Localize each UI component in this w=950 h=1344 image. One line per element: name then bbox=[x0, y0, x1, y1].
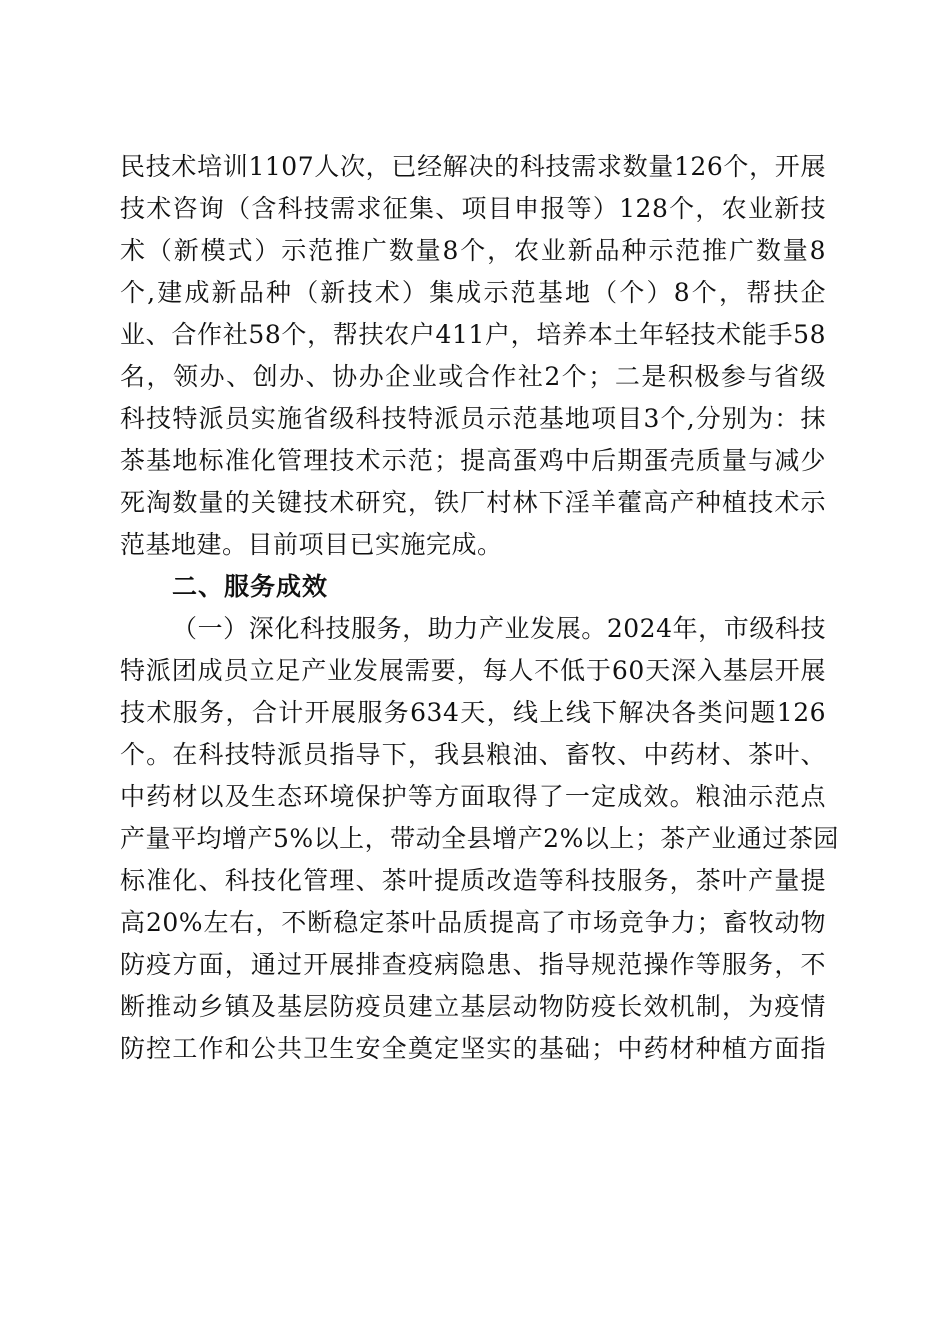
paragraph-line: 防控工作和公共卫生安全奠定坚实的基础；中药材种植方面指 bbox=[120, 1034, 826, 1063]
paragraph-line: 茶基地标准化管理技术示范；提高蛋鸡中后期蛋壳质量与减少 bbox=[120, 446, 826, 475]
paragraph-line: 个。在科技特派员指导下，我县粮油、畜牧、中药材、茶叶、 bbox=[120, 740, 826, 769]
paragraph-line: 死淘数量的关键技术研究，铁厂村林下淫羊藿高产种植技术示 bbox=[120, 488, 826, 517]
paragraph-line: 高20%左右，不断稳定茶叶品质提高了市场竞争力；畜牧动物 bbox=[120, 908, 826, 937]
paragraph-line: 民技术培训1107人次，已经解决的科技需求数量126个，开展 bbox=[120, 152, 826, 181]
paragraph-line: 业、合作社58个，帮扶农户411户，培养本土年轻技术能手58 bbox=[120, 320, 826, 349]
paragraph-line: 标准化、科技化管理、茶叶提质改造等科技服务，茶叶产量提 bbox=[120, 866, 826, 895]
paragraph-line: 断推动乡镇及基层防疫员建立基层动物防疫长效机制，为疫情 bbox=[120, 992, 826, 1021]
paragraph-line: 中药材以及生态环境保护等方面取得了一定成效。粮油示范点 bbox=[120, 782, 826, 811]
paragraph-line: 防疫方面，通过开展排查疫病隐患、指导规范操作等服务，不 bbox=[120, 950, 826, 979]
paragraph-line: （一）深化科技服务，助力产业发展。2024年，市级科技 bbox=[172, 614, 826, 643]
paragraph-line: 个,建成新品种（新技术）集成示范基地（个）8个，帮扶企 bbox=[120, 278, 826, 307]
paragraph-service-results bbox=[120, 608, 839, 1070]
paragraph-line: 特派团成员立足产业发展需要，每人不低于60天深入基层开展 bbox=[120, 656, 826, 685]
paragraph-line: 科技特派员实施省级科技特派员示范基地项目3个,分别为：抹 bbox=[120, 404, 826, 433]
paragraph-line: 名，领办、创办、协办企业或合作社2个；二是积极参与省级 bbox=[120, 362, 826, 391]
document-body bbox=[120, 146, 839, 1070]
paragraph-line: 术（新模式）示范推广数量8个，农业新品种示范推广数量8 bbox=[120, 236, 826, 265]
paragraph-line: 技术服务，合计开展服务634天，线上线下解决各类问题126 bbox=[120, 698, 826, 727]
paragraph-line: 范基地建。目前项目已实施完成。 bbox=[120, 530, 503, 559]
paragraph-line: 产量平均增产5%以上，带动全县增产2%以上；茶产业通过茶园 bbox=[120, 824, 839, 853]
paragraph-technology-training bbox=[120, 146, 826, 566]
paragraph-line: 技术咨询（含科技需求征集、项目申报等）128个，农业新技 bbox=[120, 194, 826, 223]
section-heading: 二、服务成效 bbox=[172, 572, 329, 601]
